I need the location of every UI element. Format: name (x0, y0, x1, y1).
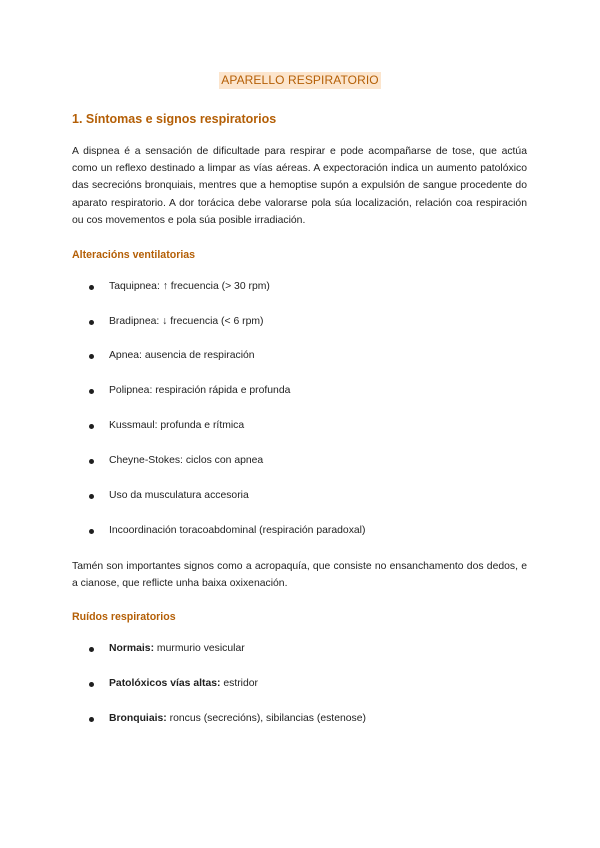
list-item-text: Polipnea: respiración rápida e profunda (109, 385, 291, 396)
list-item-text: Taquipnea: ↑ frecuencia (> 30 rpm) (109, 281, 270, 292)
term-description: estridor (220, 678, 259, 689)
list-item-text: Uso da musculatura accesoria (109, 490, 249, 501)
bullet-icon (89, 285, 94, 290)
list-item (72, 641, 542, 657)
ventilatory-heading: Alteracións ventilatorias (72, 249, 196, 261)
signs-paragraph: Tamén son importantes signos como a acropaquía, que consiste no ensanchamento dos dedos, e a cianose, que reflicte unha baixa oxixenación. (72, 561, 527, 590)
term-label: Bronquiais: (109, 713, 167, 724)
term-description: murmurio vesicular (154, 643, 245, 654)
list-item (72, 488, 542, 504)
list-item (72, 348, 542, 364)
term-description: roncus (secrecións), sibilancias (estenose) (166, 713, 366, 724)
bullet-icon (89, 424, 94, 429)
document-title: APARELLO RESPIRATORIO (221, 73, 379, 87)
list-item-text (109, 711, 366, 727)
list-item-text: Incoordinación toracoabdominal (respiración paradoxal) (109, 525, 366, 536)
list-item-text: Bradipnea: ↓ frecuencia (< 6 rpm) (109, 316, 264, 327)
bullet-icon (89, 717, 94, 722)
list-item (72, 418, 542, 434)
title-wrapper (0, 71, 600, 89)
list-item-text (109, 641, 245, 657)
intro-paragraph: A dispnea é a sensación de dificultade para respirar e pode acompañarse de tose, que actúa como un reflexo destinado a limpar as vías aéreas. A expectoración indica un aumento patolóxico das secrecións bronquiais, mentres que a hemoptise supón a expulsión de sangue procedente do aparato respiratorio. A dor torácica debe valorarse pola súa localización, relación coa respiración ou cos movementos e pola súa posible irradiación. (72, 146, 527, 226)
list-item (72, 711, 542, 727)
list-item-text: Kussmaul: profunda e rítmica (109, 420, 245, 431)
bullet-icon (89, 647, 94, 652)
bullet-icon (89, 320, 94, 325)
bullet-icon (89, 354, 94, 359)
list-item (72, 676, 542, 692)
sounds-heading: Ruídos respiratorios (72, 611, 176, 623)
list-item (72, 453, 542, 469)
term-label: Normais: (109, 643, 155, 654)
bullet-icon (89, 529, 94, 534)
term-label: Patolóxicos vías altas: (109, 678, 221, 689)
list-item-text (109, 676, 258, 692)
bullet-icon (89, 459, 94, 464)
list-item-text: Apnea: ausencia de respiración (109, 350, 255, 361)
bullet-icon (89, 494, 94, 499)
list-item (72, 314, 542, 330)
list-item (72, 279, 542, 295)
list-item (72, 523, 542, 539)
list-item (72, 383, 542, 399)
section-heading: 1. Síntomas e signos respiratorios (72, 112, 277, 126)
bullet-icon (89, 682, 94, 687)
bullet-icon (89, 389, 94, 394)
list-item-text: Cheyne-Stokes: ciclos con apnea (109, 455, 264, 466)
